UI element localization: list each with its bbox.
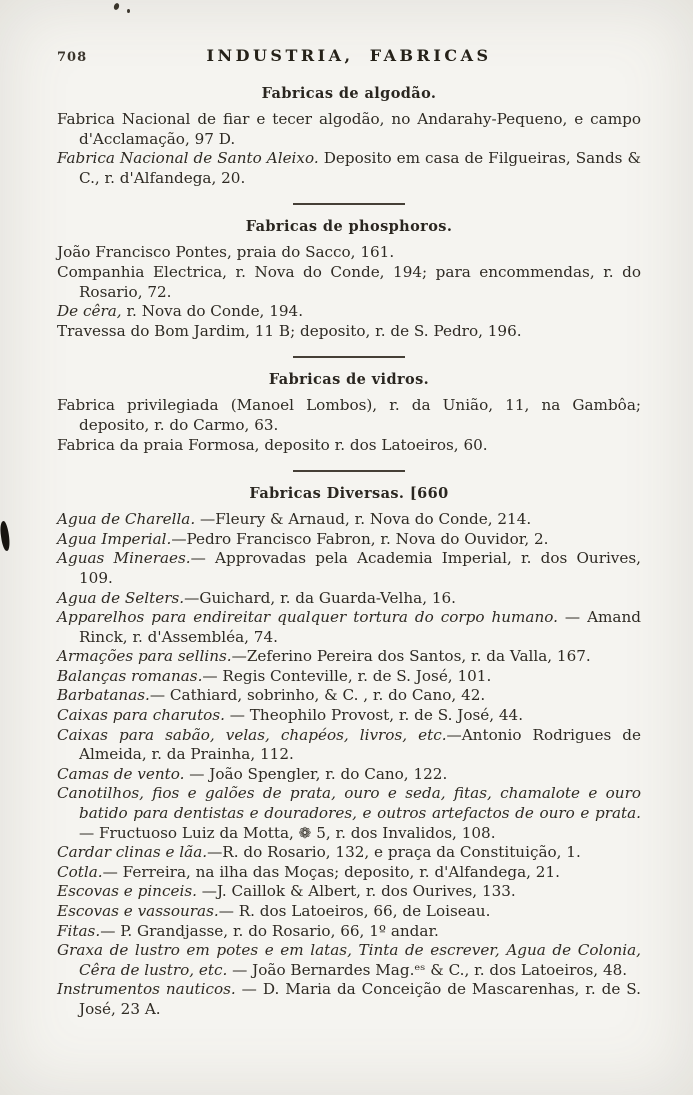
entry-name: Fabrica Nacional de Santo Aleixo. <box>57 149 319 168</box>
entry-detail: —Pedro Francisco Fabron, r. Nova do Ouvidor, 2. <box>171 529 549 548</box>
entry-name: Aguas Mineraes. <box>57 549 191 568</box>
directory-entry <box>57 922 641 942</box>
entry-name: Cardar clinas e lãa. <box>57 843 208 862</box>
entry-name: Agua de Charella. <box>57 510 196 529</box>
entry-detail: —J. Caillok & Albert, r. dos Ourives, 133. <box>196 882 516 901</box>
directory-entry <box>57 302 641 322</box>
directory-entry <box>57 765 641 785</box>
entry-detail: —Zeferino Pereira dos Santos, r. da Valla, 167. <box>231 647 591 666</box>
directory-entry <box>57 941 641 980</box>
entry-name: Canotilhos, fios e galões de prata, ouro e seda, fitas, chamalote e ouro batido para dentistas e douradores, e outros artefactos de ouro e prata. <box>57 784 641 823</box>
ink-speck <box>127 9 130 13</box>
entry-name: De cêra, <box>57 302 122 321</box>
section <box>57 371 641 455</box>
directory-entry <box>57 882 641 902</box>
directory-entry <box>57 436 641 456</box>
directory-entry <box>57 686 641 706</box>
directory-entry <box>57 784 641 843</box>
entry-name: Armações para sellins. <box>57 647 232 666</box>
entry-name: Escovas e pinceis. <box>57 882 197 901</box>
entry-name: Balanças romanas. <box>57 666 203 685</box>
entry-name: Agua de Selters. <box>57 588 185 607</box>
entry-name: Caixas para sabão, velas, chapéos, livros, etc. <box>57 725 447 744</box>
directory-entry <box>57 863 641 883</box>
directory-entry <box>57 589 641 609</box>
entry-detail: — João Spengler, r. do Cano, 122. <box>184 764 448 783</box>
entry-detail: — D. Maria da Conceição de Mascarenhas, r. de S. José, 23 A. <box>79 980 641 1018</box>
entry-detail: — R. dos Latoeiros, 66, de Loiseau. <box>218 902 491 920</box>
directory-entry <box>57 980 641 1019</box>
entry-detail: — Theophilo Provost, r. de S. José, 44. <box>224 706 524 725</box>
directory-entry <box>57 549 641 588</box>
directory-entry <box>57 110 641 149</box>
section-divider <box>293 470 405 472</box>
directory-entry <box>57 263 641 302</box>
entry-name: Cotla. <box>57 862 103 881</box>
section <box>57 485 641 1019</box>
entry-detail: —Antonio Rodrigues de Almeida, r. da Prainha, 112. <box>79 725 641 764</box>
directory-entry <box>57 530 641 550</box>
entry-detail: r. Nova do Conde, 194. <box>121 302 304 321</box>
entry-detail: Companhia Electrica, r. Nova do Conde, 194; para encommendas, r. do Rosario, 72. <box>57 262 641 301</box>
page-number: 708 <box>57 50 88 65</box>
section <box>57 218 641 341</box>
section-divider <box>293 356 405 358</box>
directory-entry <box>57 647 641 667</box>
entry-detail: Travessa do Bom Jardim, 11 B; deposito, r. de S. Pedro, 196. <box>57 321 522 340</box>
entry-detail: Deposito em casa de Filgueiras, Sands & C., r. d'Alfandega, 20. <box>79 149 642 187</box>
entry-detail: — Ferreira, na ilha das Moças; deposito, r. d'Alfandega, 21. <box>102 862 560 881</box>
entry-detail: — Cathiard, sobrinho, & C. , r. do Cano, 42. <box>149 686 486 705</box>
entry-name: Agua Imperial. <box>57 529 172 548</box>
entry-detail: —R. do Rosario, 132, e praça da Constituição, 1. <box>207 843 581 862</box>
entry-detail: Fabrica Nacional de fiar e tecer algodão, no Andarahy-Pequeno, e campo d'Acclamação, 97 D. <box>57 110 641 148</box>
sections-container <box>57 85 641 1020</box>
entry-detail: —Fleury & Arnaud, r. Nova do Conde, 214. <box>195 510 532 529</box>
section <box>57 85 641 188</box>
directory-entry <box>57 149 641 188</box>
section-title: Fabricas de phosphoros. <box>245 218 453 236</box>
entry-detail: — Amand Rinck, r. d'Assembléa, 74. <box>79 608 641 646</box>
entry-detail: — Fructuoso Luiz da Motta, ❁ 5, r. dos Invalidos, 108. <box>79 823 496 842</box>
entry-detail: — P. Grandjasse, r. do Rosario, 66, 1º andar. <box>100 921 439 940</box>
entry-detail: — João Bernardes Mag.ᵉˢ & C., r. dos Latoeiros, 48. <box>227 960 628 979</box>
entry-detail: —Guichard, r. da Guarda-Velha, 16. <box>184 588 457 607</box>
directory-entry <box>57 843 641 863</box>
entry-name: Caixas para charutos. <box>57 706 225 725</box>
directory-entry <box>57 706 641 726</box>
entry-detail: Fabrica da praia Formosa, deposito r. dos Latoeiros, 60. <box>57 435 488 454</box>
directory-entry <box>57 902 641 922</box>
directory-entry <box>57 608 641 647</box>
entry-detail: João Francisco Pontes, praia do Sacco, 161. <box>57 243 395 262</box>
directory-entry <box>57 510 641 530</box>
section-title: Fabricas de algodão. <box>261 85 437 102</box>
section-title: Fabricas de vidros. <box>268 371 430 389</box>
entry-name: Escovas e vassouras. <box>57 902 219 920</box>
directory-entry <box>57 667 641 687</box>
entry-detail: Fabrica privilegiada (Manoel Lombos), r. da União, 11, na Gambôa; deposito, r. do Carmo, 63. <box>57 396 641 434</box>
page-head <box>57 46 641 72</box>
section-divider <box>293 203 405 205</box>
running-header: INDUSTRIA, FABRICAS <box>206 46 492 65</box>
entry-name: Fitas. <box>57 921 101 940</box>
entry-name: Barbatanas. <box>57 686 150 705</box>
entry-name: Camas de vento. <box>57 764 185 783</box>
entry-name: Apparelhos para endireitar qualquer tortura do corpo humano. <box>57 608 558 627</box>
entry-name: Graxa de lustro em potes e em latas, Tinta de escrever, Agua de Colonia, Cêra de lustro, etc. <box>57 941 641 979</box>
directory-entry <box>57 243 641 263</box>
directory-entry <box>57 726 641 765</box>
section-title: Fabricas Diversas. [660 <box>249 485 449 503</box>
directory-entry <box>57 396 641 435</box>
entry-name: Instrumentos nauticos. <box>57 980 236 999</box>
entry-detail: — Regis Conteville, r. de S. José, 101. <box>202 666 492 685</box>
entry-detail: — Approvadas pela Academia Imperial, r. dos Ourives, 109. <box>79 549 641 587</box>
directory-entry <box>57 322 641 342</box>
